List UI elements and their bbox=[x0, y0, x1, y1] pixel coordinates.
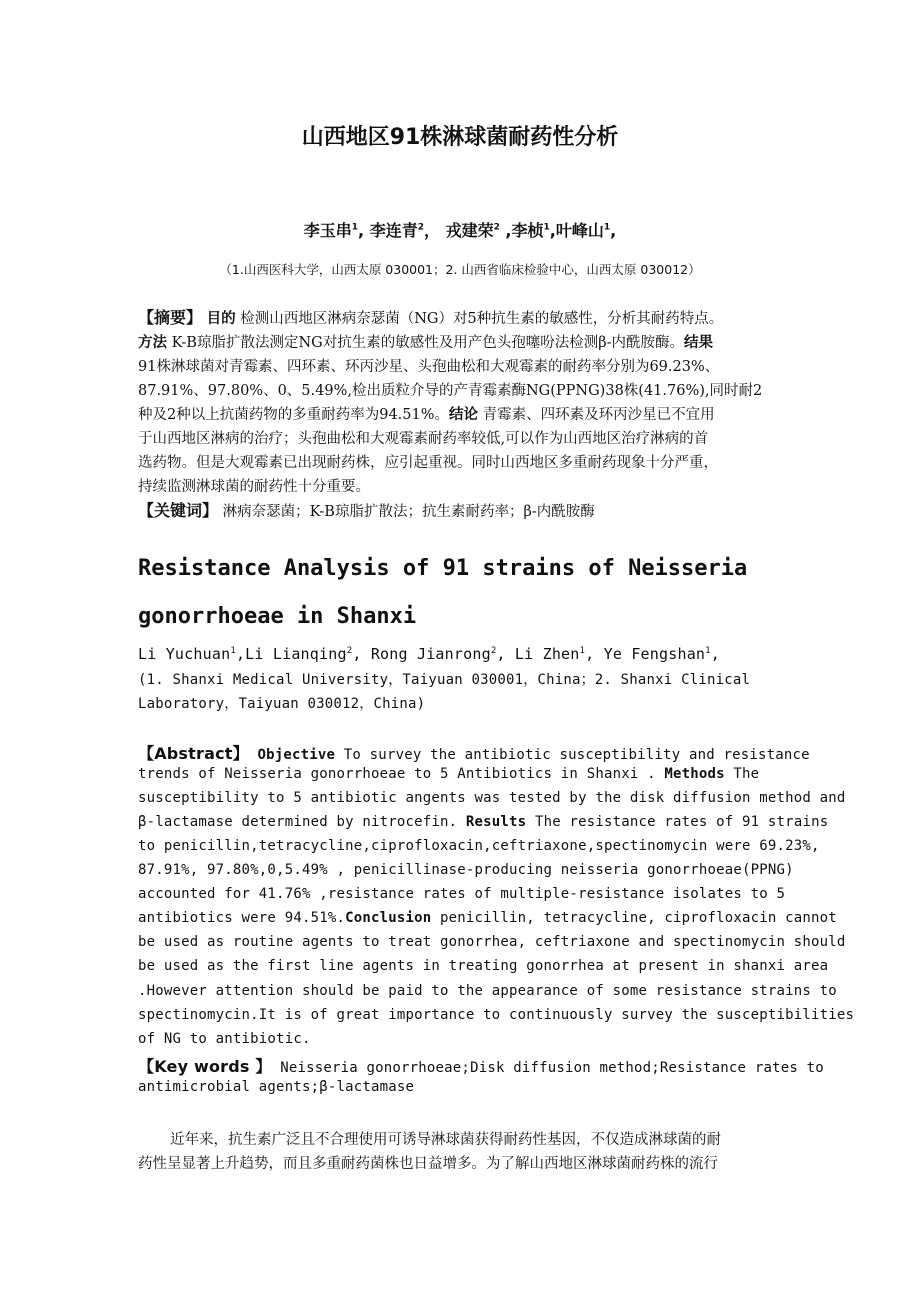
authors-en: Li Yuchuan$^1$,Li Lianqing$^2$, Rong Jianrong$^2$, Li Zhen$^1$, Ye Fengshan$^1$, bbox=[138, 645, 721, 663]
abstract-en-line: be used as the first line agents in treating gonorrhea at present in shanxi area bbox=[138, 958, 829, 974]
abstract-en-line: 87.91%, 97.80%,0,5.49% , penicillinase-producing neisseria gonorrhoeae(PPNG) bbox=[138, 862, 794, 878]
abstract-cn-line: 持续监测淋球菌的耐药性十分重要。 bbox=[138, 479, 370, 495]
body-paragraph-line: 近年来，抗生素广泛且不合理使用可诱导淋球菌获得耐药性基因，不仅造成淋球菌的耐 bbox=[170, 1132, 721, 1148]
english-title-line: Resistance Analysis of 91 strains of Neisseria bbox=[138, 556, 748, 581]
abstract-cn-line: 【摘要】 目的 检测山西地区淋病奈瑟菌（NG）对5种抗生素的敏感性，分析其耐药特点。 bbox=[138, 308, 724, 327]
author: 李桢$^1$, bbox=[511, 221, 556, 240]
abstract-en-line: .However attention should be paid to the appearance of some resistance strains to bbox=[138, 983, 837, 999]
abstract-en-line: susceptibility to 5 antibiotic angents was tested by the disk diffusion method and bbox=[138, 790, 846, 806]
abstract-cn-line: 于山西地区淋病的治疗；头孢曲松和大观霉素耐药率较低,可以作为山西地区治疗淋病的首 bbox=[138, 431, 709, 447]
abstract-cn-line: 方法 K-B琼脂扩散法测定NG对抗生素的敏感性及用产色头孢噻吩法检测β-内酰胺酶。结果 bbox=[138, 334, 713, 351]
keywords-cn: 【关键词】 淋病奈瑟菌；K-B琼脂扩散法；抗生素耐药率；β-内酰胺酶 bbox=[138, 501, 595, 520]
affiliation-en: Laboratory，Taiyuan 030012，China) bbox=[138, 696, 426, 712]
author: 李连青$^2$， bbox=[369, 221, 446, 240]
authors-cn bbox=[0, 218, 920, 241]
abstract-en-line: spectinomycin.It is of great importance to continuously survey the susceptibilities bbox=[138, 1007, 855, 1023]
author: 叶峰山$^1$, bbox=[555, 221, 617, 240]
english-title-line: gonorrhoeae in Shanxi bbox=[138, 604, 417, 629]
keywords-en: 【Key words 】 Neisseria gonorrhoeae;Disk diffusion method;Resistance rates to bbox=[138, 1057, 824, 1076]
abstract-en-line: trends of Neisseria gonorrhoeae to 5 Antibiotics in Shanxi . Methods The bbox=[138, 766, 760, 782]
abstract-en-line: antibiotics were 94.51%.Conclusion penicillin, tetracycline, ciprofloxacin cannot bbox=[138, 910, 837, 926]
body-paragraph-line: 药性呈显著上升趋势，而且多重耐药菌株也日益增多。为了解山西地区淋球菌耐药株的流行 bbox=[138, 1156, 718, 1172]
abstract-en-line: accounted for 41.76% ,resistance rates of multiple-resistance isolates to 5 bbox=[138, 886, 786, 902]
abstract-cn-line: 91株淋球菌对青霉素、四环素、环丙沙星、头孢曲松和大观霉素的耐药率分别为69.23%、 bbox=[138, 359, 720, 375]
affiliation-cn: （1.山西医科大学，山西太原 030001；2. 山西省临床检验中心，山西太原 030012） bbox=[219, 262, 701, 277]
abstract-en-line: 【Abstract】 Objective To survey the antibiotic susceptibility and resistance bbox=[138, 744, 810, 763]
abstract-en-line: of NG to antibiotic. bbox=[138, 1031, 311, 1047]
abstract-cn-line: 选药物。但是大观霉素已出现耐药株，应引起重视。同时山西地区多重耐药现象十分严重， bbox=[138, 455, 718, 471]
abstract-cn-line: 87.91%、97.80%、0、5.49%,检出质粒介导的产青霉素酶NG(PPNG)38株(41.76%),同时耐2 bbox=[138, 383, 763, 399]
abstract-cn-line: 种及2种以上抗菌药物的多重耐药率为94.51%。结论 青霉素、四环素及环丙沙星已不宜用 bbox=[138, 406, 715, 423]
abstract-en-line: to penicillin,tetracycline,ciprofloxacin,ceftriaxone,spectinomycin were 69.23%, bbox=[138, 838, 820, 854]
abstract-en-line: β-lactamase determined by nitrocefin. Results The resistance rates of 91 strains bbox=[138, 814, 829, 830]
keywords-en: antimicrobial agents;β-lactamase bbox=[138, 1079, 415, 1095]
page-title: 山西地区91株淋球菌耐药性分析 bbox=[301, 125, 619, 150]
abstract-en-line: be used as routine agents to treat gonorrhea, ceftriaxone and spectinomycin should bbox=[138, 934, 846, 950]
affiliation-en: (1. Shanxi Medical University，Taiyuan 030001，China；2. Shanxi Clinical bbox=[138, 672, 751, 688]
author: 戎建荣$^2$ , bbox=[445, 221, 512, 240]
author: 李玉串$^1$, bbox=[303, 221, 370, 240]
